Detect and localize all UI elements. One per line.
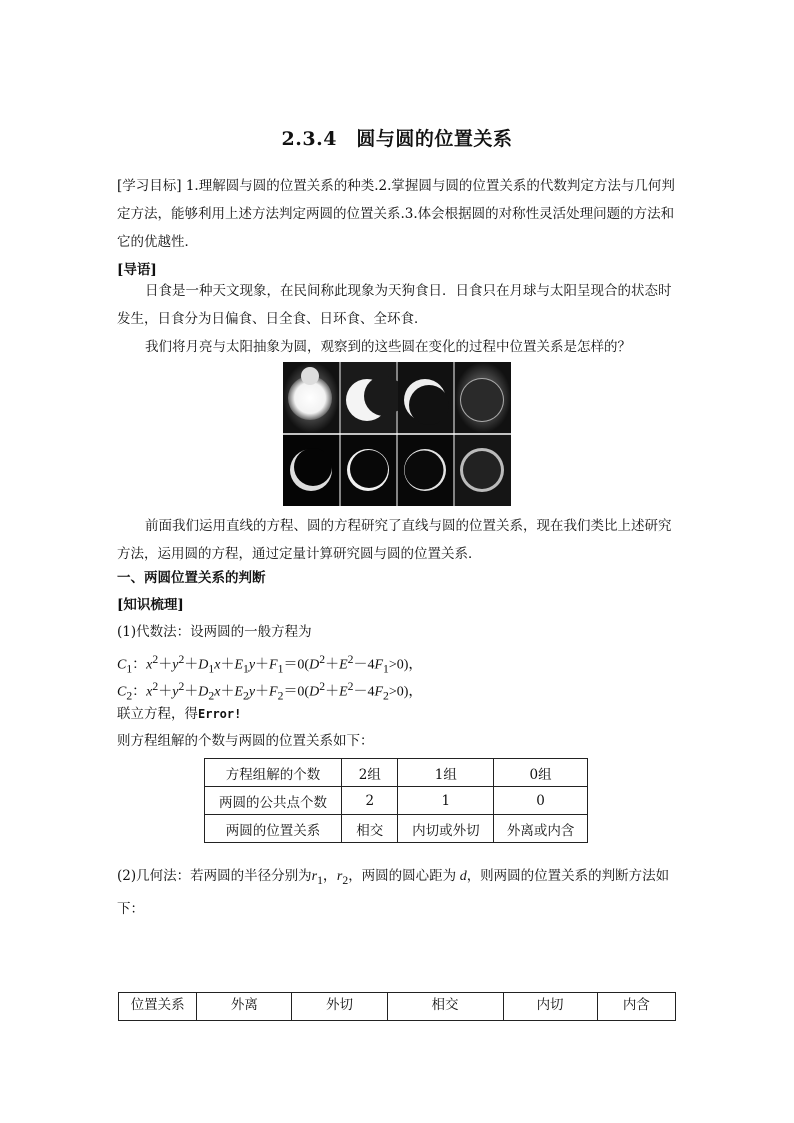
table-cell: 2 bbox=[342, 787, 398, 815]
table-row bbox=[205, 815, 588, 843]
method-paragraph: 前面我们运用直线的方程、圆的方程研究了直线与圆的位置关系，现在我们类比上述研究方法，运用圆的方程，通过定量计算研究圆与圆的位置关系． bbox=[117, 518, 672, 562]
table-header-cell: 外离 bbox=[197, 993, 292, 1021]
solutions-table bbox=[204, 758, 588, 843]
table-cell: 相交 bbox=[342, 815, 398, 843]
geometry-text-c: ，则两圆的位置关系的判断方法如下： bbox=[117, 868, 670, 917]
circle-equation-2: $C_2$：$x^2+y^2+D_2x+E_2y+F_2=0(D^2+E^2-4F_2>0)$， bbox=[117, 680, 423, 703]
knowledge-label: [知识梳理] bbox=[117, 597, 184, 613]
table-cell: 方程组解的个数 bbox=[205, 759, 342, 787]
relation-table bbox=[118, 992, 676, 1021]
table-cell: 2组 bbox=[342, 759, 398, 787]
table-header-cell: 位置关系 bbox=[119, 993, 197, 1021]
table-cell: 0 bbox=[494, 787, 588, 815]
combine-text: 联立方程，得 bbox=[117, 706, 198, 722]
table-intro: 则方程组解的个数与两圆的位置关系如下： bbox=[117, 733, 374, 749]
learning-objectives bbox=[117, 172, 677, 256]
combine-equations bbox=[117, 700, 677, 728]
page-title: 2.3.4 圆与圆的位置关系 bbox=[281, 128, 513, 150]
table-cell: 外离或内含 bbox=[494, 815, 588, 843]
table-row bbox=[205, 759, 588, 787]
intro-paragraph-2: 我们将月亮与太阳抽象为圆，观察到的这些圆在变化的过程中位置关系是怎样的？ bbox=[145, 339, 631, 355]
table-cell: 两圆的位置关系 bbox=[205, 815, 342, 843]
geometry-text-a: (2)几何法：若两圆的半径分别为 bbox=[117, 868, 312, 884]
table-cell: 1组 bbox=[398, 759, 494, 787]
solar-eclipse-image bbox=[283, 362, 511, 506]
objectives-label: [学习目标] bbox=[117, 178, 182, 194]
objectives-text: 1.理解圆与圆的位置关系的种类.2.掌握圆与圆的位置关系的代数判定方法与几何判定方法，能够利用上述方法判定两圆的位置关系.3.体会根据圆的对称性灵活处理问题的方法和它的优越性． bbox=[117, 178, 675, 250]
table-header-cell: 内切 bbox=[503, 993, 597, 1021]
error-text: Error! bbox=[198, 707, 242, 721]
algebra-intro: (1)代数法：设两圆的一般方程为 bbox=[117, 624, 312, 640]
table-header-cell: 相交 bbox=[387, 993, 503, 1021]
geometry-intro: (2)几何法：若两圆的半径分别为$r_1$，$r_2$，两圆的圆心距为 d，则两圆的位置关系的判断方法如下： bbox=[117, 868, 670, 917]
table-cell: 0组 bbox=[494, 759, 588, 787]
intro-label: [导语] bbox=[117, 262, 157, 278]
circle-equation-1: $C_1$：$x^2+y^2+D_1x+E_1y+F_1=0(D^2+E^2-4F_1>0)$， bbox=[117, 653, 423, 676]
table-cell: 两圆的公共点个数 bbox=[205, 787, 342, 815]
geometry-text-b: ，两圆的圆心距为 bbox=[348, 868, 457, 884]
intro-paragraph-1: 日食是一种天文现象，在民间称此现象为天狗食日．日食只在月球与太阳呈现合的状态时发生，日食分为日偏食、日全食、日环食、全环食． bbox=[117, 283, 672, 327]
table-cell: 内切或外切 bbox=[398, 815, 494, 843]
table-header-cell: 外切 bbox=[292, 993, 387, 1021]
table-header-cell: 内含 bbox=[597, 993, 675, 1021]
section-heading: 一、两圆位置关系的判断 bbox=[117, 570, 266, 586]
table-row bbox=[205, 787, 588, 815]
table-cell: 1 bbox=[398, 787, 494, 815]
